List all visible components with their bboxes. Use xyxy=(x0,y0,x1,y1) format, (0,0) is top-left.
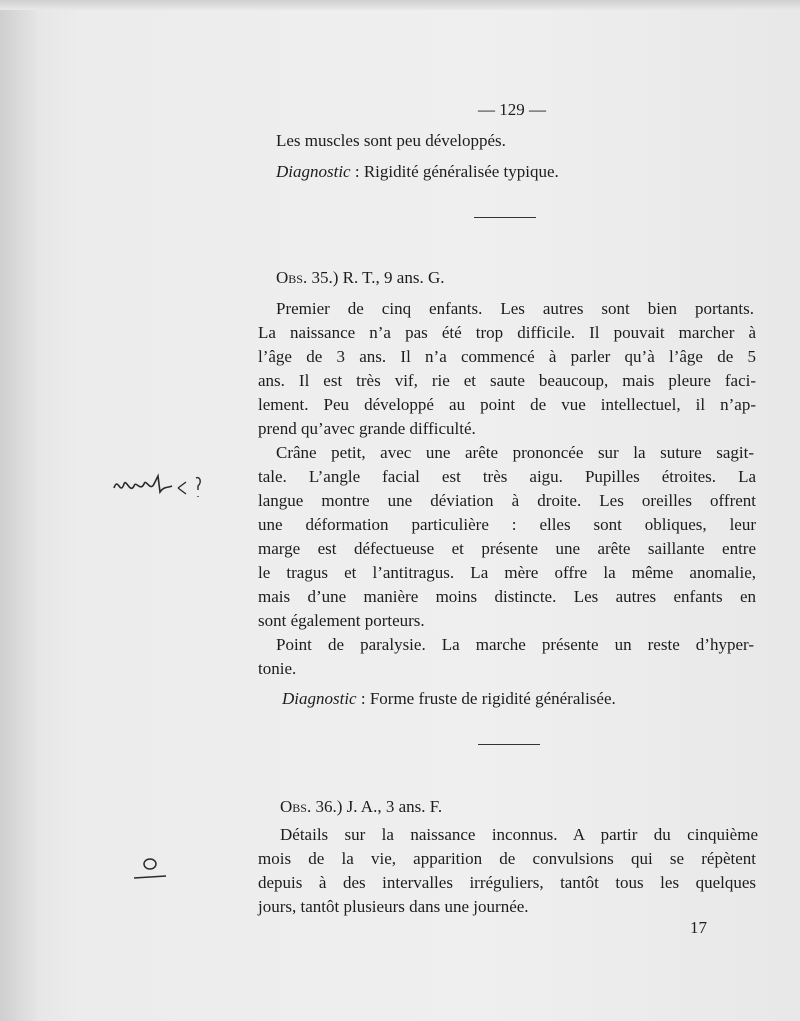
muscles-line: Les muscles sont peu développés. xyxy=(276,131,506,150)
obs36-p4-line: depuis à des intervalles irréguliers, tantôt tous les quelques xyxy=(258,873,756,892)
section-rule-1 xyxy=(474,217,536,218)
obs35-p1-line: ans. Il est très vif, rie et saute beaucoup, mais pleure faci- xyxy=(258,371,756,390)
obs35-heading xyxy=(276,268,444,288)
signature-number: 17 xyxy=(690,918,707,937)
handwritten-circle-mark xyxy=(130,852,170,888)
diagnostic-line-1 xyxy=(276,162,559,182)
obs35-p3-line: tonie. xyxy=(258,659,297,678)
handwritten-margin-note xyxy=(110,466,210,506)
obs36-heading xyxy=(280,797,442,817)
obs36-p4-line: Détails sur la naissance inconnus. A partir du cinquième xyxy=(280,825,758,844)
diagnostic-line-2 xyxy=(282,689,616,709)
diagnostic-label: Diagnostic xyxy=(282,689,357,708)
obs35-p1-line: lement. Peu développé au point de vue intellectuel, il n’ap- xyxy=(258,395,756,414)
scan-shadow-left xyxy=(0,0,36,1021)
obs35-p2-line: le tragus et l’antitragus. La mère offre la même anomalie, xyxy=(258,563,756,582)
obs35-number: Obs. 35.) xyxy=(276,268,339,287)
page-number: — 129 — xyxy=(478,100,546,119)
obs36-patient: J. A., 3 ans. F. xyxy=(342,797,443,816)
obs35-p3-line: Point de paralysie. La marche présente un reste d’hyper- xyxy=(276,635,754,654)
obs35-p2-line: une déformation particulière : elles sont obliques, leur xyxy=(258,515,756,534)
diagnostic-text: : Forme fruste de rigidité généralisée. xyxy=(356,689,616,708)
obs35-p1-line: l’âge de 3 ans. Il n’a commencé à parler qu’à l’âge de 5 xyxy=(258,347,756,366)
scan-shadow-top xyxy=(0,0,800,10)
diagnostic-text: : Rigidité généralisée typique. xyxy=(350,162,559,181)
obs35-p2-line: langue montre une déviation à droite. Les oreilles offrent xyxy=(258,491,756,510)
diagnostic-label: Diagnostic xyxy=(276,162,351,181)
obs35-patient: R. T., 9 ans. G. xyxy=(338,268,445,287)
obs35-p2-line: tale. L’angle facial est très aigu. Pupilles étroites. La xyxy=(258,467,756,486)
obs35-p1-line: prend qu’avec grande difficulté. xyxy=(258,419,476,438)
obs36-p4-line: mois de la vie, apparition de convulsions qui se répètent xyxy=(258,849,756,868)
obs36-number: Obs. 36.) xyxy=(280,797,343,816)
obs35-p2-line: mais d’une manière moins distincte. Les autres enfants en xyxy=(258,587,756,606)
obs35-p2-line: marge est défectueuse et présente une arête saillante entre xyxy=(258,539,756,558)
obs35-p1-line: La naissance n’a pas été trop difficile. Il pouvait marcher à xyxy=(258,323,756,342)
obs36-p4-line: jours, tantôt plusieurs dans une journée. xyxy=(258,897,529,916)
obs35-p2-line: sont également porteurs. xyxy=(258,611,425,630)
section-rule-2 xyxy=(478,744,540,745)
obs35-p1-line: Premier de cinq enfants. Les autres sont bien portants. xyxy=(276,299,754,318)
obs35-p2-line: Crâne petit, avec une arête prononcée sur la suture sagit- xyxy=(276,443,754,462)
